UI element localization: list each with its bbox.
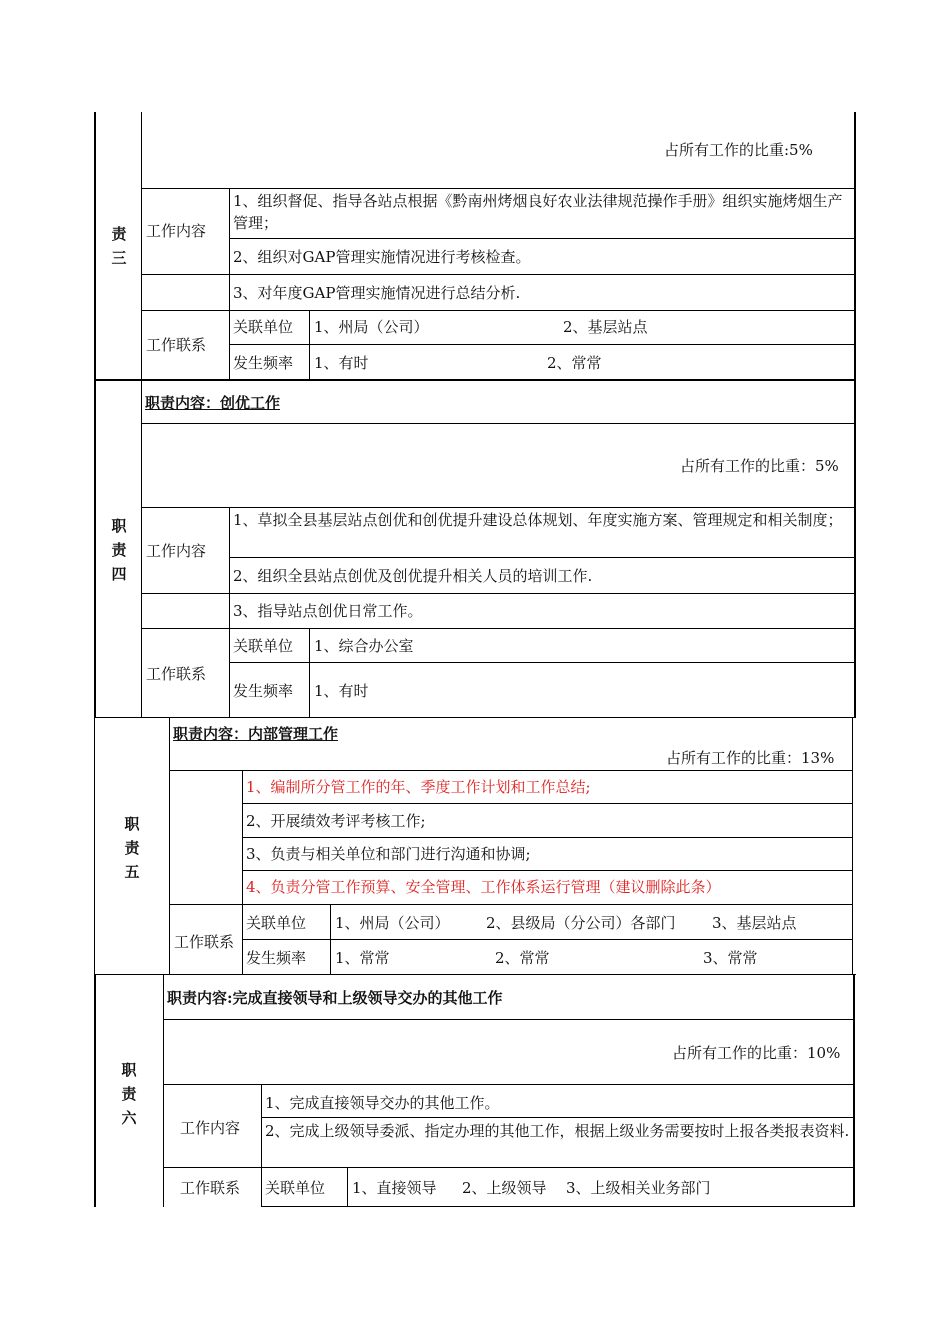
side-char: 责: [111, 225, 127, 243]
freq-label: 发生频率: [233, 682, 294, 700]
weight-text: 占所有工作的比重：10%: [672, 1044, 841, 1062]
empty-label-cell: [142, 274, 230, 311]
section-title: 职责内容：内部管理工作: [173, 725, 339, 743]
freq-value: 1、有时: [314, 682, 369, 700]
weight-text: 占所有工作的比重：13%: [666, 749, 835, 767]
content-item: 3、负责与相关单位和部门进行沟通和协调;: [246, 845, 531, 863]
freq-value: 1、有时: [314, 354, 369, 372]
side-char: 五: [124, 863, 140, 881]
content-item: 2、组织对GAP管理实施情况进行考核检查。: [233, 248, 531, 266]
freq-value: 3、常常: [703, 949, 758, 967]
unit-value: 1、综合办公室: [314, 637, 414, 655]
content-item: 1、草拟全县基层站点创优和创优提升建设总体规划、年度实施方案、管理规定和相关制度；: [233, 511, 843, 529]
section-6-side-label: [106, 1058, 152, 1130]
freq-value: 2、常常: [495, 949, 550, 967]
freq-value: 2、常常: [547, 354, 602, 372]
freq-label: 发生频率: [246, 949, 307, 967]
unit-value: 2、基层站点: [563, 318, 648, 336]
unit-value: 1、直接领导: [352, 1179, 437, 1197]
content-item: 1、完成直接领导交办的其他工作。: [265, 1094, 500, 1112]
section-title: 职责内容:完成直接领导和上级领导交办的其他工作: [167, 989, 503, 1007]
unit-label: 关联单位: [265, 1179, 326, 1197]
freq-label: 发生频率: [233, 354, 294, 372]
unit-value: 2、上级领导: [462, 1179, 547, 1197]
side-char: 六: [121, 1109, 137, 1127]
content-item: 2、开展绩效考评考核工作;: [246, 812, 426, 830]
content-item: 1、组织督促、指导各站点根据《黔南州烤烟良好农业法律规范操作手册》组织实施烤烟生产管理；: [233, 192, 843, 232]
section-5-side-label: [109, 812, 155, 884]
content-label: 工作内容: [146, 542, 207, 560]
side-char: 职: [124, 815, 140, 833]
content-item: 2、完成上级领导委派、指定办理的其他工作，根据上级业务需要按时上报各类报表资料.: [265, 1122, 850, 1140]
content-item: 3、指导站点创优日常工作。: [233, 602, 423, 620]
unit-value: 2、县级局（分公司）各部门: [486, 914, 676, 932]
freq-value: 1、常常: [335, 949, 390, 967]
unit-value: 1、州局（公司）: [335, 914, 450, 932]
contact-label: 工作联系: [146, 665, 207, 683]
content-label: 工作内容: [146, 222, 207, 240]
unit-value: 3、基层站点: [712, 914, 797, 932]
unit-value: 3、上级相关业务部门: [566, 1179, 711, 1197]
section-4-side-label: [96, 514, 142, 586]
side-char: 职: [121, 1061, 137, 1079]
side-char: 责: [124, 839, 140, 857]
unit-label: 关联单位: [233, 637, 294, 655]
content-label: 工作内容: [180, 1119, 241, 1137]
side-char: 责: [111, 541, 127, 559]
content-item-highlight: 1、编制所分管工作的年、季度工作计划和工作总结;: [246, 778, 591, 796]
contact-label: 工作联系: [180, 1179, 241, 1197]
empty-label-cell: [142, 593, 230, 629]
side-char: 三: [111, 249, 127, 267]
content-item: 3、对年度GAP管理实施情况进行总结分析.: [233, 284, 521, 302]
side-char: 职: [111, 517, 127, 535]
section-3-side-label: [96, 222, 142, 270]
content-item: 2、组织全县站点创优及创优提升相关人员的培训工作.: [233, 567, 593, 585]
side-char: 四: [111, 565, 127, 583]
unit-label: 关联单位: [246, 914, 307, 932]
content-item-highlight: 4、负责分管工作预算、安全管理、工作体系运行管理（建议删除此条）: [246, 878, 721, 896]
weight-text: 占所有工作的比重：5%: [680, 457, 839, 475]
contact-label: 工作联系: [146, 336, 207, 354]
side-char: 责: [121, 1085, 137, 1103]
section-title: 职责内容：创优工作: [145, 394, 281, 412]
weight-text: 占所有工作的比重:5%: [664, 141, 813, 159]
unit-value: 1、州局（公司）: [314, 318, 429, 336]
contact-label: 工作联系: [174, 933, 235, 951]
unit-label: 关联单位: [233, 318, 294, 336]
